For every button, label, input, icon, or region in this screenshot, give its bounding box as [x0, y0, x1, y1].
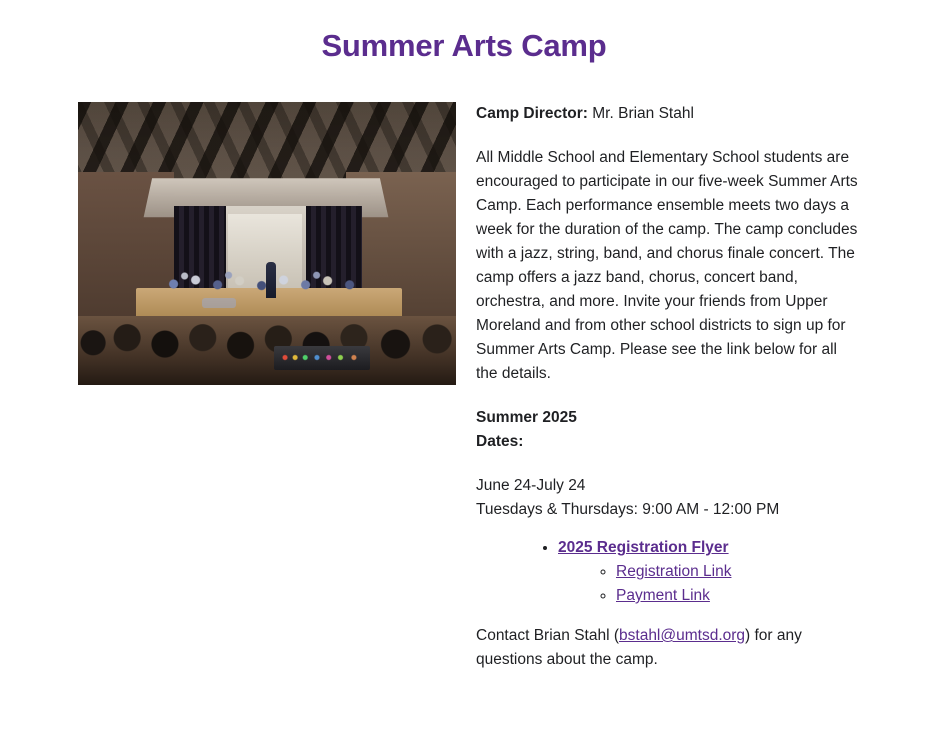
- contact-email-link[interactable]: bstahl@umtsd.org: [619, 627, 746, 644]
- contact-text-before: Contact Brian Stahl (: [476, 627, 620, 644]
- registration-flyer-link[interactable]: 2025 Registration Flyer: [558, 539, 729, 556]
- payment-link[interactable]: Payment Link: [616, 587, 710, 604]
- dates-schedule: Tuesdays & Thursdays: 9:00 AM - 12:00 PM: [476, 501, 780, 518]
- dates-detail: [476, 474, 868, 522]
- list-item: [616, 560, 868, 584]
- sub-links-list: [558, 560, 868, 608]
- content-area: [0, 102, 928, 672]
- page-title: Summer Arts Camp: [321, 28, 607, 63]
- camp-director-line: [476, 102, 868, 126]
- camp-director-label: Camp Director:: [476, 105, 588, 122]
- list-item: [558, 536, 868, 608]
- dates-heading-line2: Dates:: [476, 433, 524, 450]
- dates-range: June 24-July 24: [476, 477, 586, 494]
- dates-heading-line1: Summer 2025: [476, 409, 577, 426]
- photo-audience: [78, 298, 456, 362]
- contact-text-after: ) for any questions about the camp.: [476, 627, 802, 668]
- camp-director-name: Mr. Brian Stahl: [587, 105, 694, 122]
- summer-arts-camp-photo: [78, 102, 456, 385]
- registration-link[interactable]: Registration Link: [616, 563, 732, 580]
- photo-conductor: [266, 262, 276, 298]
- photo-column: [0, 102, 456, 385]
- camp-description: All Middle School and Elementary School students are encouraged to participate in our five-week Summer Arts Camp. Each performance ensemble meets two days a week for the duration of the camp. The camp concludes with a jazz, string, band, and chorus finale concert. The camp offers a jazz band, chorus, concert band, orchestra, and more. Invite your friends from Upper Moreland and from other school districts to sign up for Summer Arts Camp. Please see the link below for all the details.: [476, 149, 858, 382]
- list-item: [616, 584, 868, 608]
- dates-heading: [476, 406, 868, 454]
- text-column: [456, 102, 928, 672]
- links-list: [476, 536, 868, 608]
- contact-paragraph: [476, 624, 858, 672]
- photo-sound-console: [274, 346, 370, 370]
